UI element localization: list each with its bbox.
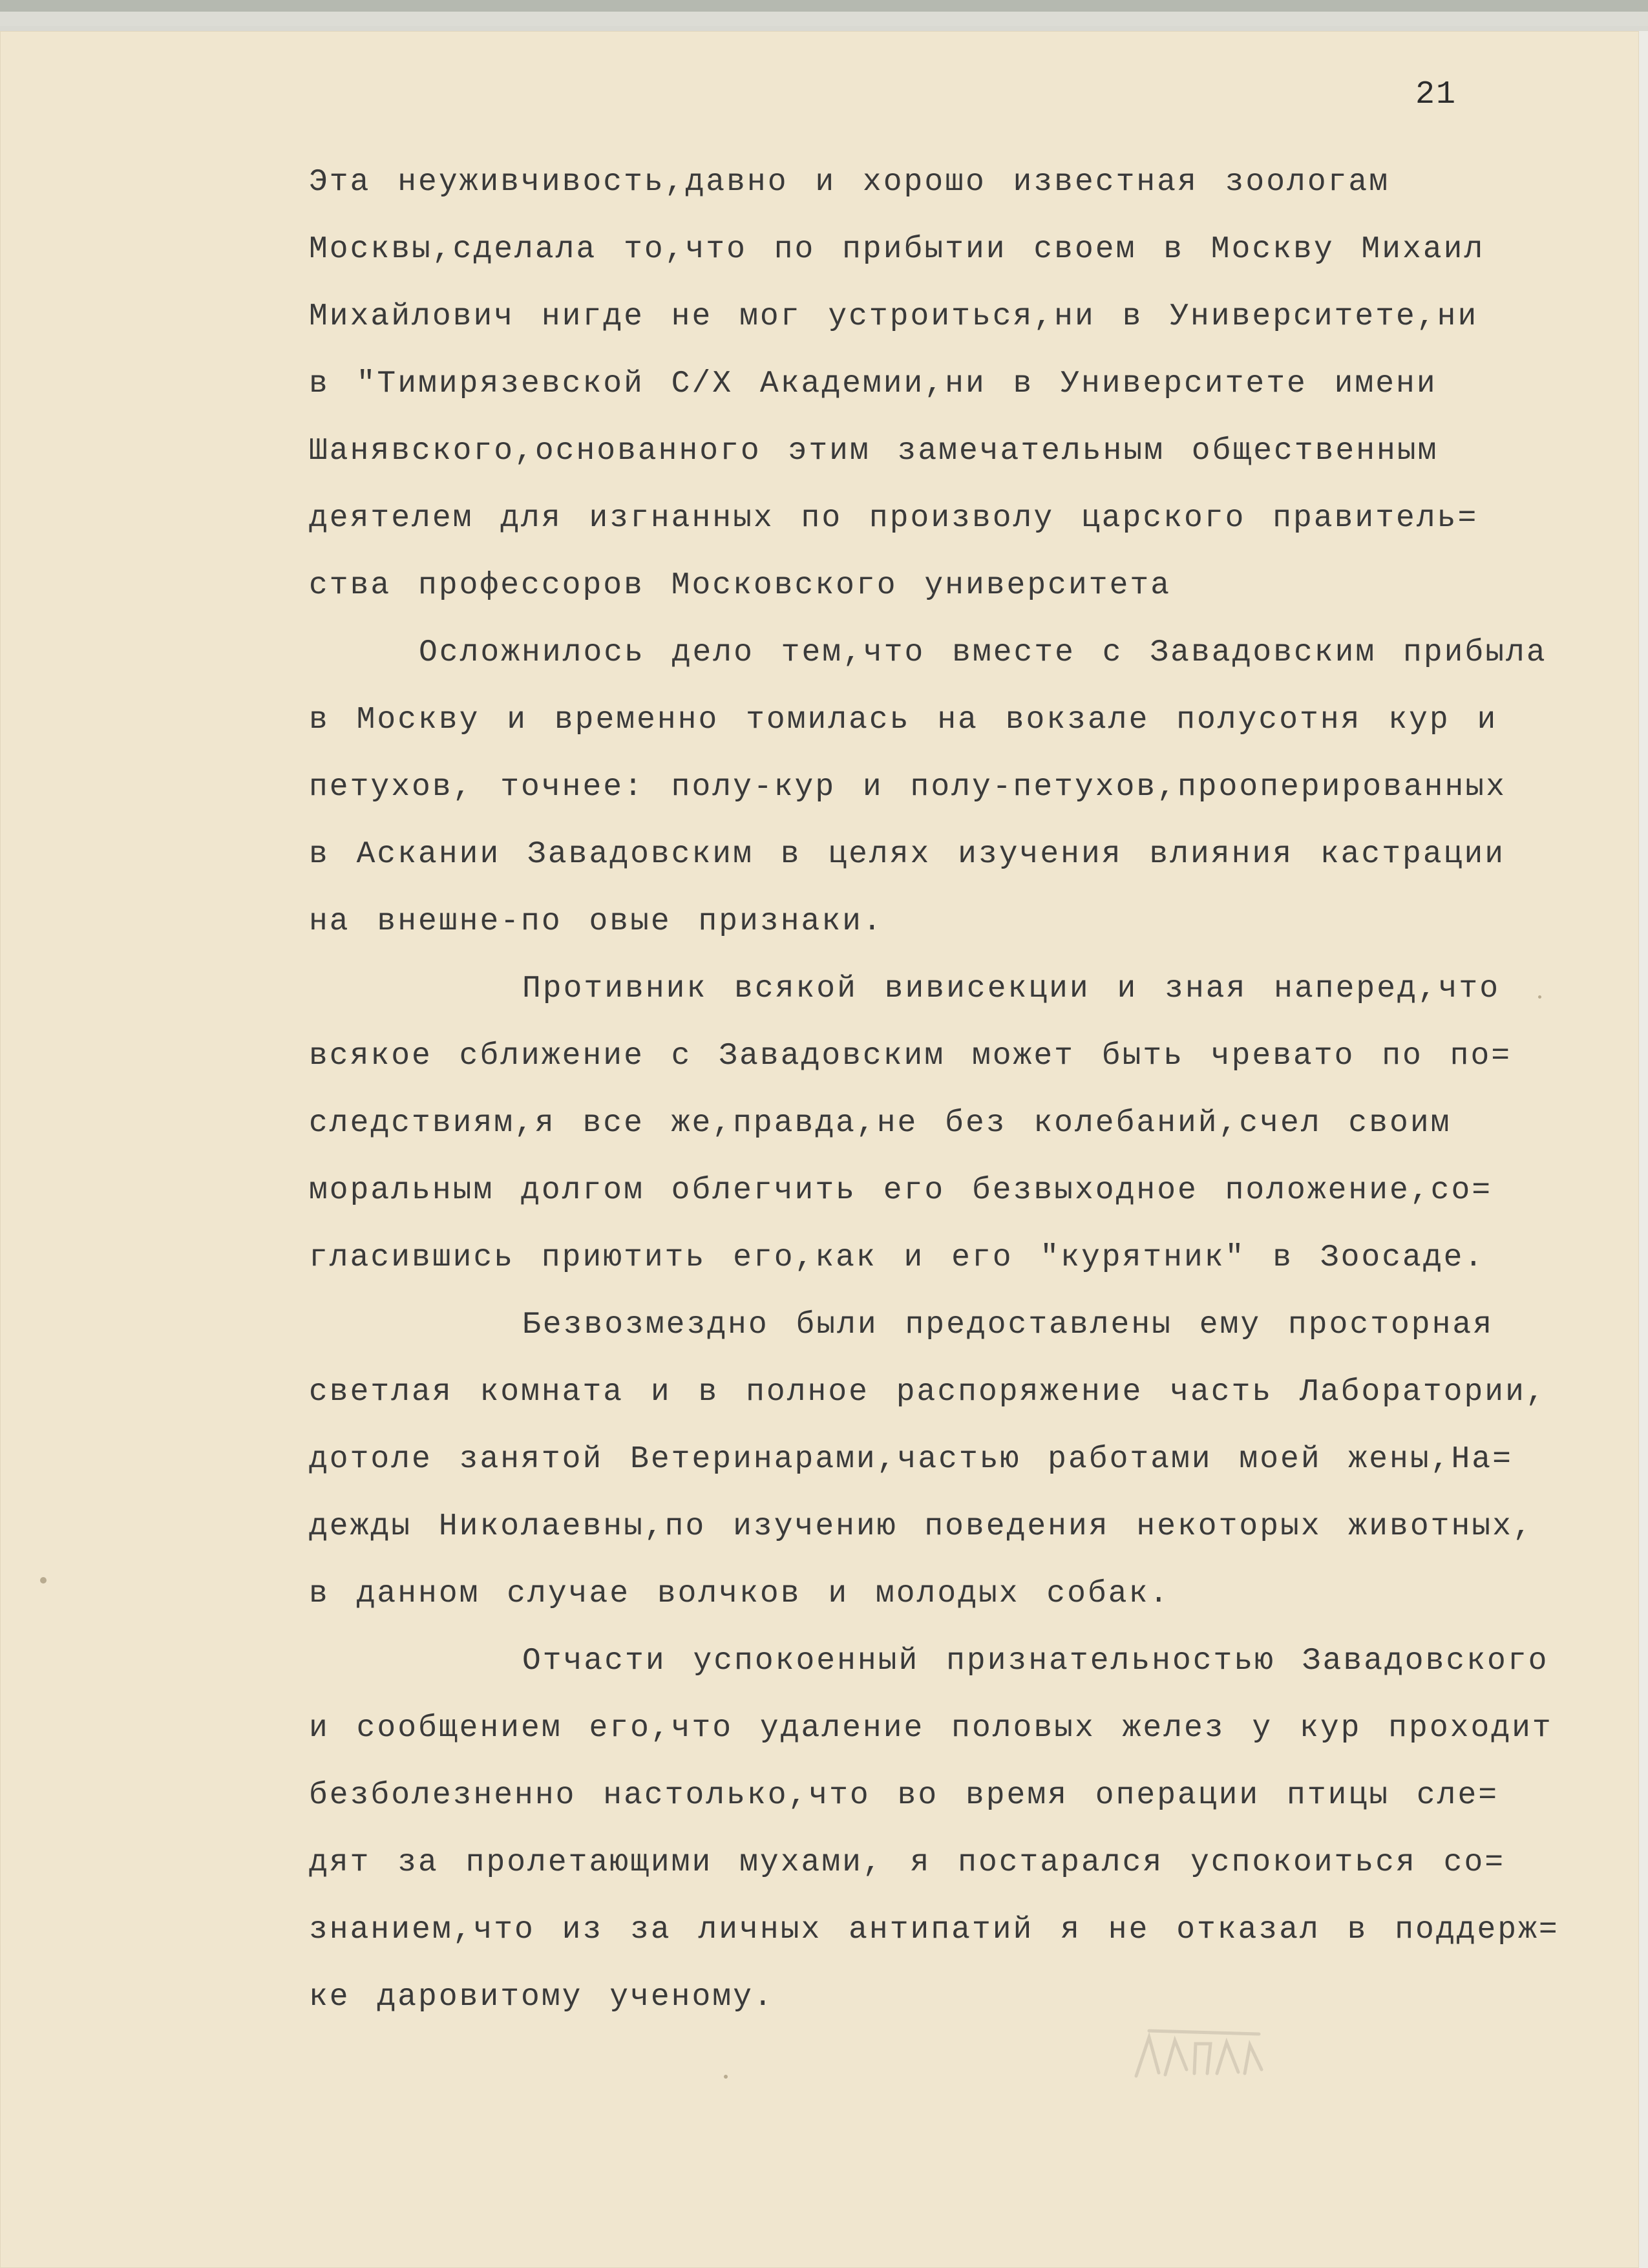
- paper-speck: [724, 2075, 728, 2079]
- text-line: на внешне-по овые признаки.: [309, 904, 883, 939]
- typewritten-body: [309, 149, 1589, 2031]
- text-line: Москвы,сделала то,что по прибытии своем в Москву Михаил: [309, 232, 1485, 267]
- text-line: светлая комната и в полное распоряжение часть Лаборатории,: [309, 1375, 1547, 1410]
- text-line: безболезненно настолько,что во время операции птицы сле=: [309, 1778, 1499, 1813]
- text-line: дотоле занятой Ветеринарами,частью работами моей жены,На=: [309, 1442, 1513, 1477]
- text-line: в Аскании Завадовским в целях изучения влияния кастрации: [309, 837, 1506, 872]
- paper-speck: [1538, 995, 1541, 999]
- text-line: и сообщением его,что удаление половых желез у кур проходит: [309, 1711, 1553, 1746]
- scanner-edge-strip: [0, 0, 1648, 12]
- text-line: Михайлович нигде не мог устроиться,ни в Университете,ни: [309, 299, 1479, 334]
- text-line: в "Тимирязевской С/Х Академии,ни в Университете имени: [309, 366, 1437, 401]
- text-line: Безвозмездно были предоставлены ему просторная: [522, 1308, 1494, 1342]
- text-line: моральным долгом облегчить его безвыходное положение,со=: [309, 1173, 1493, 1208]
- text-line: дят за пролетающими мухами, я постарался успокоиться со=: [309, 1845, 1506, 1880]
- text-line: Противник всякой вивисекции и зная наперед,что: [522, 971, 1501, 1006]
- text-line: Отчасти успокоенный признательностью Завадовского: [522, 1644, 1549, 1679]
- text-line: всякое сближение с Завадовским может быть чревато по по=: [309, 1039, 1512, 1074]
- text-line: в данном случае волчков и молодых собак.: [309, 1576, 1170, 1611]
- faded-stamp-mark: [1123, 2018, 1272, 2089]
- page-right-margin: [1639, 31, 1648, 2268]
- text-line: петухов, точнее: полу-кур и полу-петухов,прооперированных: [309, 770, 1506, 805]
- text-line: Шанявского,основанного этим замечательным общественным: [309, 434, 1439, 469]
- page-number: 21: [1415, 76, 1457, 113]
- text-line: деятелем для изгнанных по произволу царского правитель=: [309, 501, 1479, 536]
- text-line: дежды Николаевны,по изучению поведения некоторых животных,: [309, 1509, 1534, 1544]
- paper-speck: [40, 1577, 47, 1584]
- text-line: гласившись приютить его,как и его "курятник" в Зоосаде.: [309, 1240, 1485, 1275]
- text-line: в Москву и временно томилась на вокзале полусотня кур и: [309, 703, 1498, 737]
- text-line: Осложнилось дело тем,что вместе с Завадовским прибыла: [419, 635, 1547, 670]
- text-line: ке даровитому ученому.: [309, 1980, 774, 2015]
- text-line: следствиям,я все же,правда,не без колебаний,счел своим: [309, 1106, 1452, 1141]
- text-line: Эта неуживчивость,давно и хорошо известная зоологам: [309, 165, 1390, 200]
- text-line: знанием,что из за личных антипатий я не отказал в поддерж=: [309, 1913, 1559, 1947]
- text-line: ства профессоров Московского университета: [309, 568, 1171, 603]
